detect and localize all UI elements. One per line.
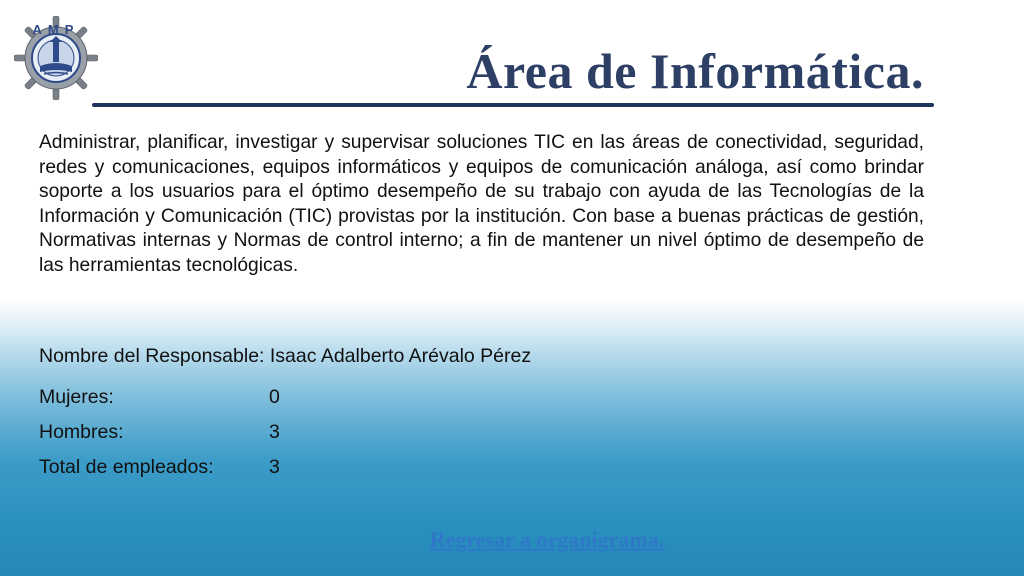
- stat-value: 3: [269, 421, 280, 443]
- stat-value: 3: [269, 456, 280, 478]
- logo-text: AMP: [32, 22, 80, 37]
- stat-row-total: [39, 450, 309, 485]
- title-underline: [92, 103, 934, 107]
- back-to-organigram-link[interactable]: Regresar a organigrama.: [429, 527, 665, 552]
- stat-label: Total de empleados:: [39, 456, 214, 478]
- description-text: Administrar, planificar, investigar y supervisar soluciones TIC en las áreas de conectividad, seguridad, redes y comunicaciones, equipos informáticos y equipos de comunicación análoga, así como brindar soporte a los usuarios para el óptimo desempeño de su trabajo con ayuda de las Tecnologías de la Información y Comunicación (TIC) provistas por la institución. Con base a buenas prácticas de gestión, Normativas internas y Normas de control interno; a fin de mantener un nivel óptimo de desempeño de las herramientas tecnológicas.: [39, 132, 924, 276]
- stat-row-women: [39, 380, 309, 415]
- stat-label: Mujeres:: [39, 386, 114, 408]
- stat-label: Hombres:: [39, 421, 124, 443]
- stat-row-men: [39, 415, 309, 450]
- page-title: Área de Informática.: [466, 43, 924, 99]
- stat-value: 0: [269, 386, 280, 408]
- staff-stats: [39, 380, 309, 485]
- responsible-name: Nombre del Responsable: Isaac Adalberto Arévalo Pérez: [39, 345, 532, 367]
